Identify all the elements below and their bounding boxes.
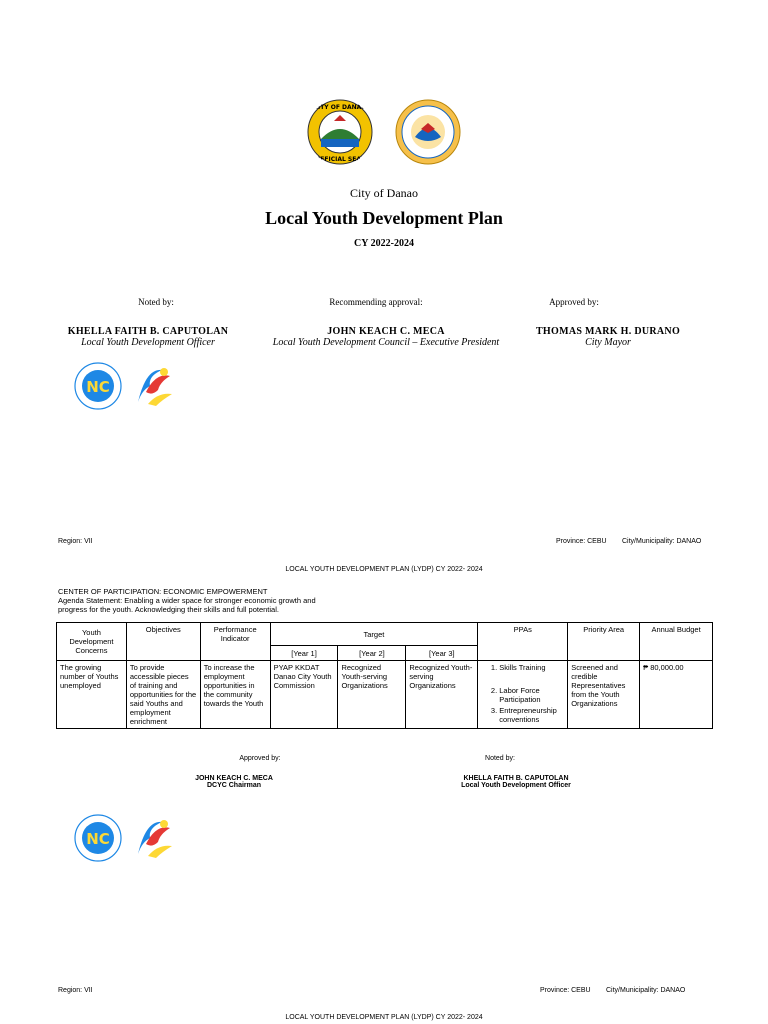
bottom-approved-by-label: Approved by: <box>239 755 281 762</box>
agenda-statement-line1: Agenda Statement: Enabling a wider space for stronger economic growth and <box>58 596 316 605</box>
approved-by-label: Approved by: <box>549 297 599 307</box>
ppa-list <box>481 663 564 724</box>
youth-commission-seal <box>395 99 461 165</box>
list-item: 3. Entrepreneurship conventions <box>499 706 564 724</box>
youth-logos-bottom <box>74 814 176 862</box>
nc-logo <box>74 362 122 410</box>
agenda-statement-line2: progress for the youth. Acknowledging their skills and full potential. <box>58 605 279 614</box>
signatory-name: JOHN KEACH C. MECA <box>327 326 445 337</box>
region-label-2: Region: VII <box>58 987 93 994</box>
signatory-title: City Mayor <box>585 337 631 348</box>
header-year1: [Year 1] <box>270 646 338 661</box>
sk-logo <box>128 362 176 410</box>
city-line: City of Danao <box>350 186 418 200</box>
recommending-approval-label: Recommending approval: <box>329 297 423 307</box>
document-title: Local Youth Development Plan <box>265 208 503 228</box>
bottom-noted-by-label: Noted by: <box>485 755 515 762</box>
header-ppas: PPAs <box>478 623 568 661</box>
header-year3: [Year 3] <box>406 646 478 661</box>
cell-priority-area: Screened and credible Representatives from the Youth Organizations <box>568 661 640 729</box>
city-municipality-label: City/Municipality: DANAO <box>622 538 702 545</box>
header-priority-area: Priority Area <box>568 623 640 661</box>
cell-year3: Recognized Youth-serving Organizations <box>406 661 478 729</box>
cell-objectives: To provide accessible pieces of training and opportunities for the said Youths and employment enrichment <box>126 661 200 729</box>
signatory-title: DCYC Chairman <box>206 782 262 789</box>
youth-logos-top <box>74 362 176 410</box>
nc-logo <box>74 814 122 862</box>
signatory-approved-by <box>488 326 728 348</box>
header-annual-budget: Annual Budget <box>640 623 713 661</box>
signatory-name: KHELLA FAITH B. CAPUTOLAN <box>67 326 229 337</box>
bottom-signatory-1 <box>124 775 344 789</box>
province-label-2: Province: CEBU <box>540 987 591 994</box>
cell-year1: PYAP KKDAT Danao City Youth Commission <box>270 661 338 729</box>
signatory-name: THOMAS MARK H. DURANO <box>535 326 681 337</box>
city-seal-bottom-text: OFFICIAL SEAL <box>315 156 365 163</box>
center-label: CENTER OF PARTICIPATION: ECONOMIC EMPOWERMENT <box>58 587 268 596</box>
document-period: CY 2022-2024 <box>354 238 414 249</box>
city-of-danao-seal <box>307 99 373 165</box>
cell-annual-budget: ₱ 80,000.00 <box>640 661 713 729</box>
header-indicator: Performance Indicator <box>200 623 270 661</box>
header-target: Target <box>270 623 478 646</box>
list-item: 2. Labor Force Participation <box>499 686 564 704</box>
signatory-recommending <box>256 326 516 348</box>
table-header-row <box>57 623 713 646</box>
bottom-signatory-2 <box>406 775 626 789</box>
signatory-title: Local Youth Development Officer <box>461 782 571 789</box>
signatory-noted-by <box>28 326 268 348</box>
center-of-participation <box>58 587 316 614</box>
table-row <box>57 661 713 729</box>
noted-by-label: Noted by: <box>138 297 174 307</box>
signatory-name: KHELLA FAITH B. CAPUTOLAN <box>463 775 569 782</box>
header-seals <box>0 99 768 165</box>
cell-concerns: The growing number of Youths unemployed <box>57 661 127 729</box>
city-seal-top-text: CITY OF DANAO <box>313 104 367 111</box>
header-objectives: Objectives <box>126 623 200 661</box>
cell-ppas <box>478 661 568 729</box>
plan-heading: LOCAL YOUTH DEVELOPMENT PLAN (LYDP) CY 2022- 2024 <box>285 566 483 573</box>
list-item: 1. Skills Training <box>499 663 564 672</box>
cell-year2: Recognized Youth-serving Organizations <box>338 661 406 729</box>
region-label: Region: VII <box>58 538 93 545</box>
province-label: Province: CEBU <box>556 538 607 545</box>
sk-logo <box>128 814 176 862</box>
nc-logo-text: NC <box>86 378 110 396</box>
lydp-table <box>56 622 713 729</box>
header-year2: [Year 2] <box>338 646 406 661</box>
header-concerns: Youth Development Concerns <box>57 623 127 661</box>
plan-heading-2: LOCAL YOUTH DEVELOPMENT PLAN (LYDP) CY 2022- 2024 <box>285 1014 483 1021</box>
signatory-title: Local Youth Development Officer <box>81 337 215 348</box>
signatory-name: JOHN KEACH C. MECA <box>195 775 273 782</box>
city-municipality-label-2: City/Municipality: DANAO <box>606 987 686 994</box>
cell-indicator: To increase the employment opportunities in the community towards the Youth <box>200 661 270 729</box>
signatory-title: Local Youth Development Council – Executive President <box>272 337 500 348</box>
nc-logo-text: NC <box>86 830 110 848</box>
